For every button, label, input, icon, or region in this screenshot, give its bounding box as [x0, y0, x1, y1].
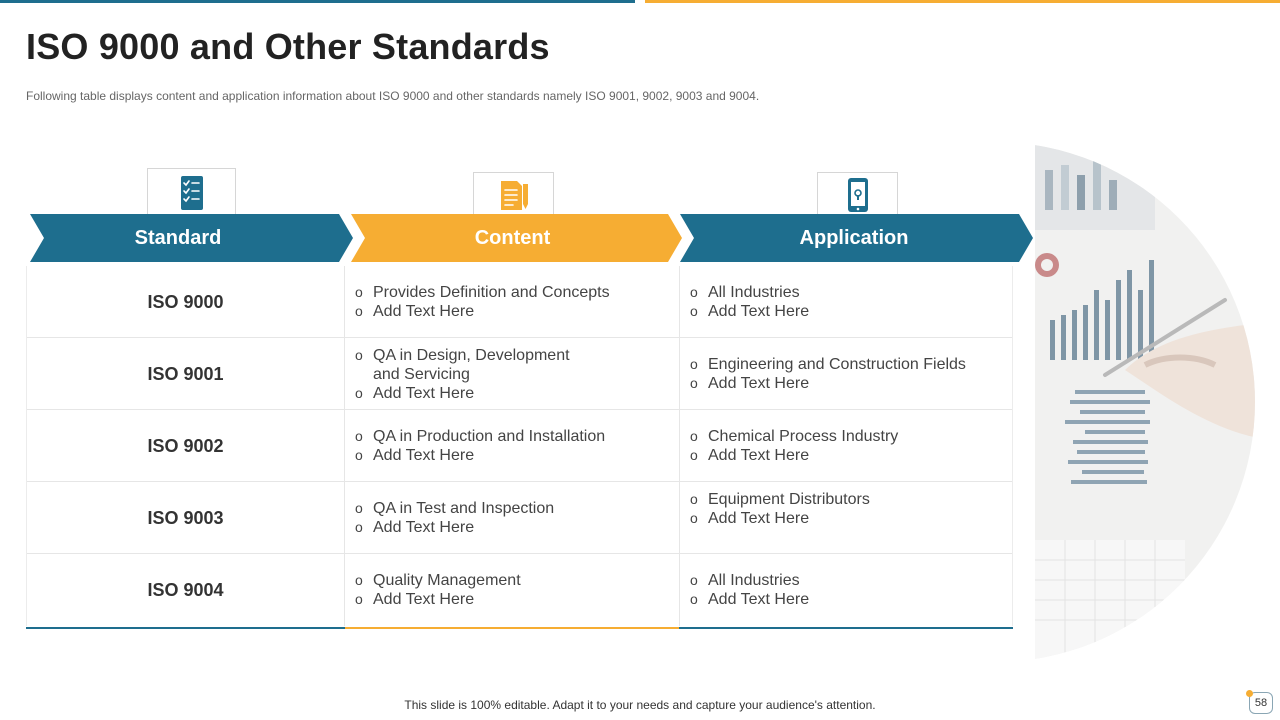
- list-item-text: All Industries: [708, 572, 800, 589]
- list-item-text: QA in Production and Installation: [373, 428, 606, 445]
- bullet-marker: o: [690, 510, 698, 526]
- application-header-label: Application: [799, 226, 909, 249]
- list-item: [690, 302, 1012, 321]
- list-item-text: Provides Definition and Concepts: [373, 284, 610, 301]
- content-cell: [344, 410, 679, 482]
- list-item: [690, 355, 1012, 374]
- bullet-marker: o: [355, 572, 363, 588]
- list-item-text: Add Text Here: [373, 447, 475, 464]
- bullet-marker: o: [355, 346, 363, 363]
- list-item-text: Add Text Here: [708, 510, 810, 527]
- application-cell: [679, 554, 1013, 626]
- list-item-text: Add Text Here: [373, 303, 475, 320]
- table-bottom-line-orange: [345, 627, 679, 629]
- bullet-marker: o: [690, 447, 698, 463]
- list-item-text: Equipment Distributors: [708, 491, 870, 508]
- standards-table: [26, 266, 1013, 628]
- bullet-marker: o: [355, 519, 363, 535]
- content-cell: [344, 482, 679, 554]
- bullet-marker: o: [690, 356, 698, 372]
- standard-cell: ISO 9000: [26, 266, 344, 338]
- list-item: [690, 571, 1012, 590]
- decorative-photo: [1035, 140, 1280, 665]
- footer-note: This slide is 100% editable. Adapt it to your needs and capture your audience's attention.: [404, 698, 876, 712]
- list-item: [355, 518, 679, 537]
- application-cell: [679, 482, 1013, 554]
- list-item: [355, 346, 679, 384]
- standard-header-label: Standard: [134, 226, 222, 249]
- list-item: [355, 590, 679, 609]
- page-number-dot: [1246, 690, 1253, 697]
- list-item-text: Quality Management: [373, 572, 521, 589]
- standard-cell: ISO 9001: [26, 338, 344, 410]
- list-item-text: QA in Test and Inspection: [373, 500, 555, 517]
- table-row: [26, 338, 1013, 410]
- content-header-label: Content: [474, 226, 551, 249]
- list-item-text: Chemical Process Industry: [708, 428, 899, 445]
- bullet-marker: o: [690, 428, 698, 444]
- list-item-text: Add Text Here: [708, 447, 810, 464]
- list-item: [355, 302, 679, 321]
- list-item: [690, 446, 1012, 465]
- application-cell: [679, 410, 1013, 482]
- application-cell: [679, 266, 1013, 338]
- content-cell: [344, 338, 679, 410]
- bullet-marker: o: [355, 303, 363, 319]
- table-bottom-line-blue: [679, 627, 1013, 629]
- bullet-marker: o: [690, 375, 698, 391]
- bullet-marker: o: [355, 500, 363, 516]
- standard-cell: ISO 9003: [26, 482, 344, 554]
- list-item: [690, 590, 1012, 609]
- bullet-marker: o: [690, 572, 698, 588]
- table-row: [26, 482, 1013, 554]
- table-bottom-line-blue: [26, 627, 345, 629]
- page-title: ISO 9000 and Other Standards: [26, 26, 550, 67]
- table-row: [26, 410, 1013, 482]
- list-item: [690, 374, 1012, 393]
- list-item-text: Engineering and Construction Fields: [708, 356, 966, 373]
- list-item-text: Add Text Here: [373, 591, 475, 608]
- list-item-text: Add Text Here: [373, 519, 475, 536]
- page-number: 58: [1249, 692, 1273, 714]
- bullet-marker: o: [355, 284, 363, 300]
- table-row: [26, 266, 1013, 338]
- list-item-text: Add Text Here: [708, 591, 810, 608]
- bullet-marker: o: [355, 384, 363, 401]
- list-item: [355, 283, 679, 302]
- bullet-marker: o: [690, 591, 698, 607]
- bullet-marker: o: [690, 491, 698, 507]
- content-cell: [344, 554, 679, 626]
- list-item: [355, 499, 679, 518]
- bullet-marker: o: [355, 428, 363, 444]
- bullet-marker: o: [355, 447, 363, 463]
- list-item-text: Add Text Here: [708, 303, 810, 320]
- bullet-marker: o: [690, 284, 698, 300]
- list-item-text: QA in Design, Development and Servicing: [373, 346, 570, 383]
- list-item: [690, 509, 1012, 528]
- application-cell: [679, 338, 1013, 410]
- list-item-text: Add Text Here: [373, 384, 475, 402]
- bullet-marker: o: [355, 591, 363, 607]
- list-item-text: All Industries: [708, 284, 800, 301]
- standard-cell: ISO 9004: [26, 554, 344, 626]
- list-item: [355, 571, 679, 590]
- standard-cell: ISO 9002: [26, 410, 344, 482]
- list-item: [690, 490, 1012, 509]
- list-item: [355, 384, 679, 403]
- table-row: [26, 554, 1013, 626]
- bullet-marker: o: [690, 303, 698, 319]
- list-item-text: Add Text Here: [708, 375, 810, 392]
- list-item: [690, 427, 1012, 446]
- content-cell: [344, 266, 679, 338]
- list-item: [355, 427, 679, 446]
- list-item: [355, 446, 679, 465]
- page-subtitle: Following table displays content and application information about ISO 9000 and other standards namely ISO 9001, 9002, 9003 and 9004.: [26, 89, 760, 103]
- list-item: [690, 283, 1012, 302]
